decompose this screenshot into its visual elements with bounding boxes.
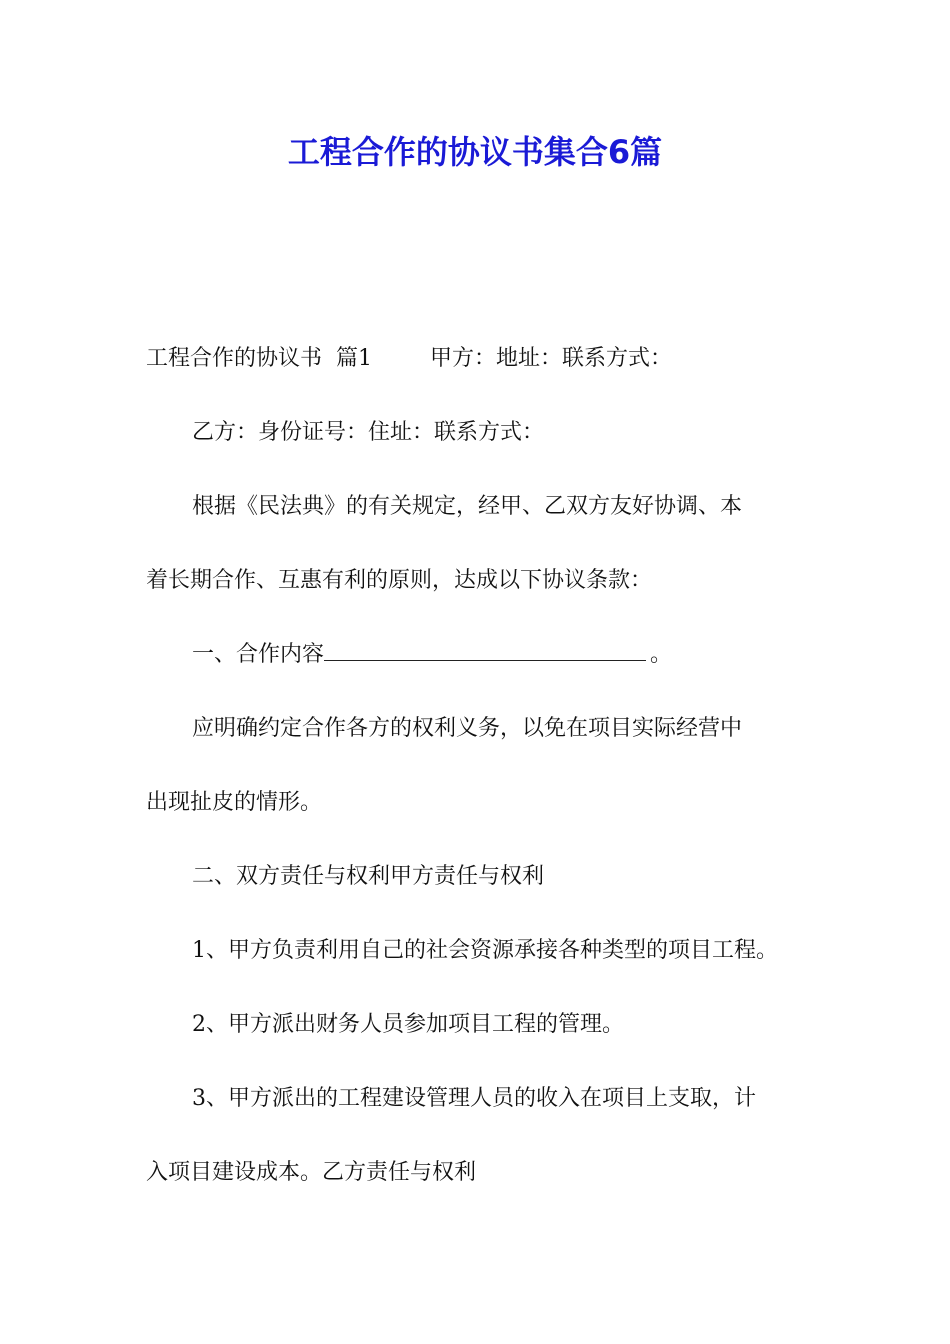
section-2-heading: 二、双方责任与权利甲方责任与权利 bbox=[192, 864, 545, 889]
item-3-line-1: 3、甲方派出的工程建设管理人员的收入在项目上支取，计 bbox=[192, 1086, 756, 1111]
party-b-info: 乙方：身份证号：住址：联系方式： bbox=[192, 420, 545, 445]
rights-note-line-2: 出现扯皮的情形。 bbox=[146, 790, 323, 815]
section-1 bbox=[146, 618, 816, 692]
fill-in-blank bbox=[324, 636, 646, 661]
section-1-label: 一、合作内容 bbox=[192, 642, 325, 667]
header-line bbox=[146, 322, 816, 396]
party-a-info: 甲方：地址：联系方式： bbox=[429, 346, 672, 371]
rights-note-line-1: 应明确约定合作各方的权利义务，以免在项目实际经营中 bbox=[192, 716, 743, 741]
intro-line-2: 着长期合作、互惠有利的原则，达成以下协议条款： bbox=[146, 568, 653, 593]
item-3-line-2: 入项目建设成本。乙方责任与权利 bbox=[146, 1160, 477, 1185]
item-1: 1、甲方负责利用自己的社会资源承接各种类型的项目工程。 bbox=[192, 938, 778, 963]
document-title: 工程合作的协议书集合6篇 bbox=[287, 133, 663, 171]
intro-paragraph bbox=[146, 470, 816, 618]
item-2: 2、甲方派出财务人员参加项目工程的管理。 bbox=[192, 1012, 624, 1037]
rights-note-paragraph bbox=[146, 692, 816, 840]
agreement-heading: 工程合作的协议书 篇1 bbox=[146, 346, 372, 371]
item-3-paragraph bbox=[146, 1062, 816, 1210]
intro-line-1: 根据《民法典》的有关规定，经甲、乙双方友好协调、本 bbox=[192, 494, 743, 519]
section-1-suffix: 。 bbox=[650, 642, 673, 667]
